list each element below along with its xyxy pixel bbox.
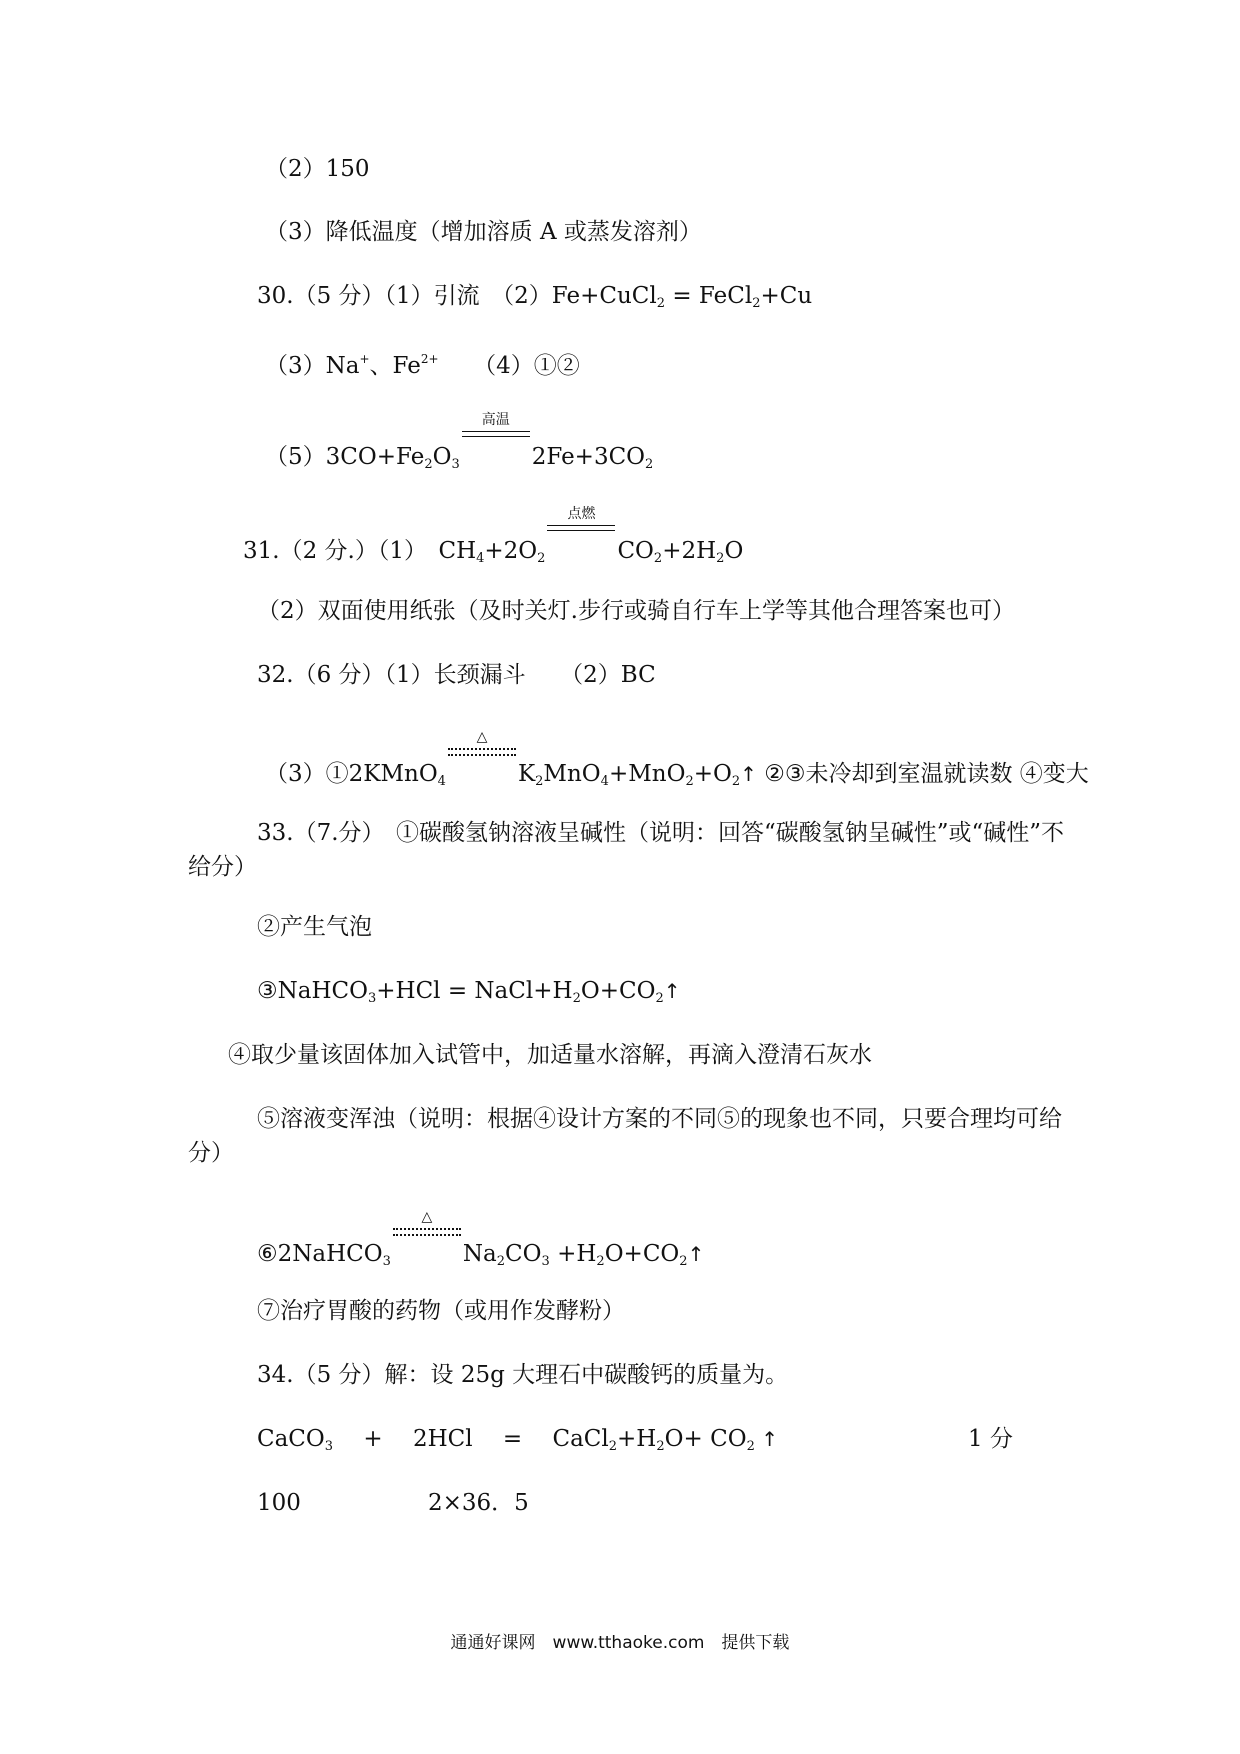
answer-33-7: ⑦治疗胃酸的药物（或用作发酵粉） <box>257 1298 625 1324</box>
answer-33-4: ④取少量该固体加入试管中，加适量水溶解，再滴入澄清石灰水 <box>228 1042 872 1068</box>
answer-32-3-equation: （3）①2KMnO$_4$ △ $K_2MnO_4+MnO_2+O_2↑$ ②③未冷却到室温就读数 ④变大 <box>265 729 1089 789</box>
answer-30-header: 30.（5 分）（1）引流 （2）Fe+CuCl$_2$ = FeCl$_2$+Cu <box>257 283 813 311</box>
score-marker: 1 分 <box>968 1426 1013 1452</box>
answer-31-equation: 31.（2 分.）（1） $CH_4+2O_2$ 点燃 $CO_2+2H_2O$ <box>243 506 744 566</box>
answer-33-6-equation: ⑥2NaHCO$_3$ △ $Na_2CO_3$ $+H_2O+CO_2↑$ <box>257 1209 705 1269</box>
answer-34-equation: CaCO$_3$ + 2HCl = $CaCl_2+H_2O+ CO_2$ ↑ <box>257 1426 778 1454</box>
reaction-condition-heat: △ <box>393 1231 461 1261</box>
answer-30-3-4: （3）Na+、$Fe^{2+}$ （4）①② <box>265 352 580 379</box>
answer-34-masses: 100 <box>257 1490 301 1516</box>
reaction-condition-ignite: 点燃 <box>547 528 615 558</box>
answer-30-5-equation: $(5)3CO+Fe_2O_3$ 高温 $2Fe+3CO_2$ <box>265 412 654 472</box>
reaction-condition-high-temp: 高温 <box>462 434 530 464</box>
answer-34-masses-hcl: 2×36．5 <box>428 1490 529 1516</box>
page-footer: 通通好课网 www.tthaoke.com 提供下载 <box>450 1633 790 1653</box>
reaction-condition-heat: △ <box>448 751 516 781</box>
answer-33-3-equation: ③NaHCO$_3$+HCl = $NaCl+H_2O+CO_2↑$ <box>257 978 681 1006</box>
answer-33-2: ②产生气泡 <box>257 914 372 940</box>
answer-32-header: 32.（6 分）（1）长颈漏斗 （2）BC <box>257 662 656 688</box>
answer-33-1: 33.（7.分） ①碳酸氢钠溶液呈碱性（说明：回答“碳酸氢钠呈碱性”或“碱性”不给分） <box>188 820 1065 880</box>
answer-34-header: 34.（5 分）解：设 25g 大理石中碳酸钙的质量为。 <box>257 1362 789 1388</box>
answer-29-2: （2）150 <box>265 156 370 182</box>
answer-29-3: （3）降低温度（增加溶质 A 或蒸发溶剂） <box>265 219 702 245</box>
answer-31-2: （2）双面使用纸张（及时关灯.步行或骑自行车上学等其他合理答案也可） <box>257 598 1015 624</box>
answer-33-5: ⑤溶液变浑浊（说明：根据④设计方案的不同⑤的现象也不同，只要合理均可给分） <box>188 1106 1062 1166</box>
